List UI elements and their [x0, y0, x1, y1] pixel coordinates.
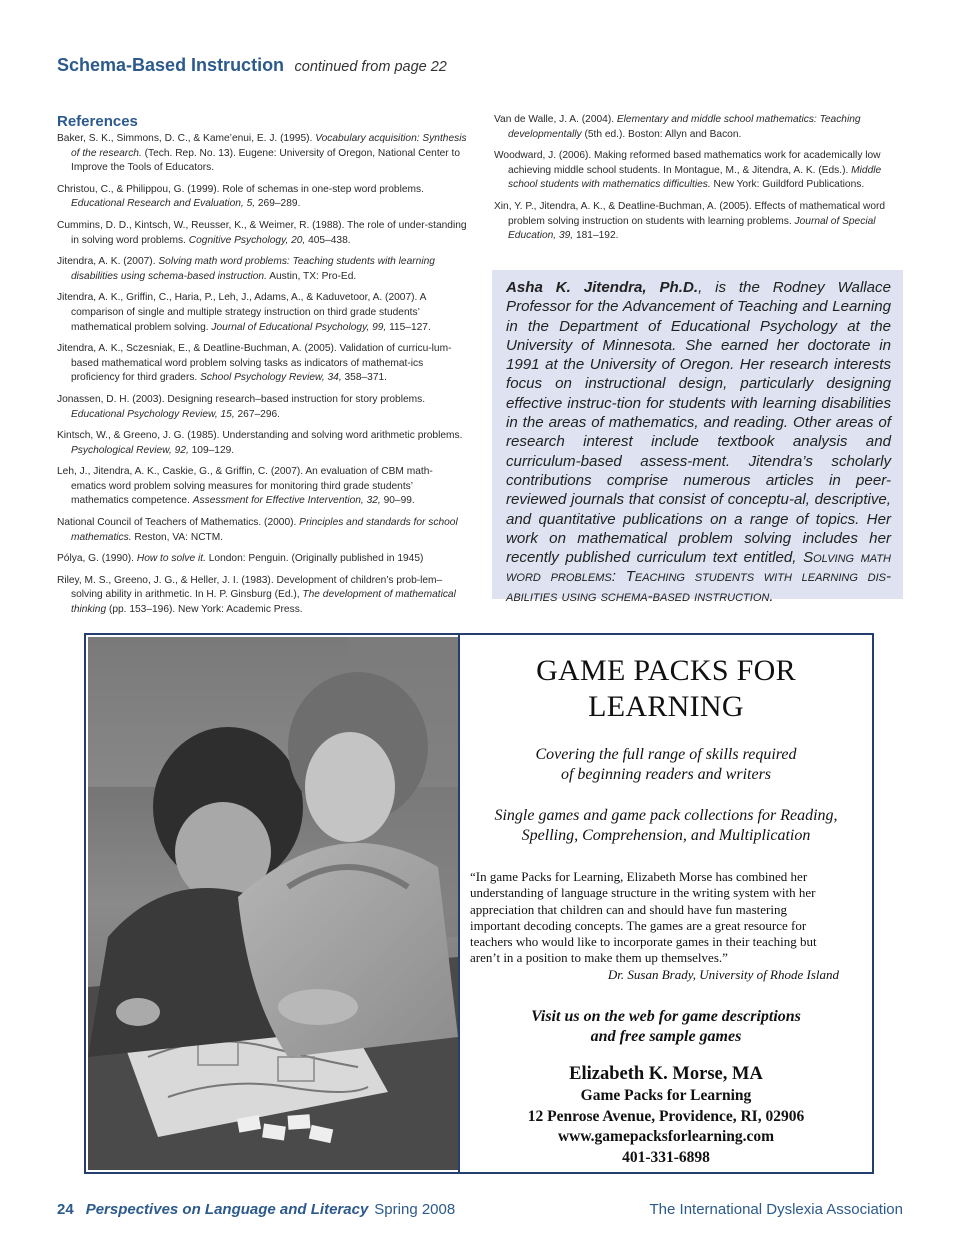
reference-entry	[57, 552, 467, 567]
book-title: Solving math word problems: Teaching students with learning dis-abilities using schema-based instruction	[506, 549, 891, 605]
reference-ital: Psychological Review, 92,	[71, 444, 189, 456]
ad-subtitle-1	[460, 745, 872, 785]
reference-ital: Journal of Educational Psychology, 99,	[211, 321, 387, 333]
testimonial-quote	[460, 869, 872, 983]
issue-season: Spring 2008	[374, 1201, 456, 1218]
reference-entry	[57, 393, 467, 422]
footer-organization: The International Dyslexia Association	[649, 1201, 903, 1218]
company-name: Game Packs for Learning	[580, 1087, 752, 1105]
ad-photo	[88, 637, 458, 1170]
reference-post: 181–192.	[573, 230, 619, 242]
reference-post: 109–129.	[188, 444, 235, 456]
reference-ital: The development of mathematical thinking	[71, 589, 456, 616]
quote-line: appreciation that children can and should have fun mastering	[470, 901, 787, 917]
reference-post: 269–289.	[255, 198, 301, 210]
author-bio-text: , is the Rodney Wallace Professor for the Advancement of Teaching and Learning in the Department of Educational Psychology at the University of Minnesota. She earned her doctorate in 1991 at the University of Oregon. Her research interests focus on instructional design, particularly designing effective instruc-tion for students with learning disabilities in the areas of mathematics, and reading. Other areas of research interest include textbook analysis and curriculum-based assess-ment. Jitendra’s scholarly contributions comprise numerous articles in peer-reviewed journals that consist of conceptu-al, descriptive, and quantitative publications on a range of topics. Her work on mathematical problem solving includes her recently published curriculum text entitled,	[506, 279, 891, 567]
quote-line: important decoding concepts. The games are a great resource for	[470, 917, 807, 933]
section-header	[57, 55, 447, 76]
contact-name: Elizabeth K. Morse, MA	[569, 1064, 763, 1085]
ad-subtitle-line: Single games and game pack collections for Reading,	[494, 807, 838, 824]
reference-post: 358–371.	[341, 372, 388, 384]
reference-ital: Assessment for Effective Intervention, 32,	[192, 495, 381, 507]
continued-note: continued from page 22	[294, 59, 447, 75]
reference-post: (pp. 153–196). New York: Academic Press.	[106, 604, 303, 616]
reference-post: 405–438.	[305, 234, 351, 246]
callout-line: Visit us on the web for game descriptions	[531, 1008, 801, 1026]
reference-pre: Woodward, J. (2006). Making reformed based mathematics work for academically low achieving middle school students. In Montague, M., & Jitendra, A. K. (Eds.).	[494, 150, 881, 176]
ad-subtitle-2	[460, 806, 872, 846]
reference-ital: Journal of Special Education, 39,	[508, 215, 876, 242]
ad-subtitle-line: Covering the full range of skills required	[535, 746, 797, 763]
reference-ital: Vocabulary acquisition: Synthesis of the research.	[71, 133, 467, 159]
reference-entry	[57, 574, 467, 618]
author-name: Asha K. Jitendra, Ph.D.	[506, 279, 699, 296]
reference-entry	[494, 149, 904, 193]
quote-line: teachers who would like to incorporate games in their teaching but	[470, 934, 817, 950]
reference-ital: Educational Research and Evaluation, 5,	[71, 198, 256, 210]
reference-pre: Riley, M. S., Greeno, J. G., & Heller, J. I. (1983). Development of children’s prob-lem–solving ability in arithmetic. In H. P. Ginsburg (Ed.),	[57, 574, 443, 601]
references-list	[57, 132, 467, 618]
reference-entry	[494, 113, 904, 142]
reference-entry	[494, 200, 904, 244]
reference-pre: Jitendra, A. K. (2007).	[57, 256, 159, 268]
reference-pre: Jitendra, A. K., Griffin, C., Haria, P., Leh, J., Adams, A., & Kaduvetoor, A. (2007). A comparison of single and multiple strategy instruction on third grade students’ mathematical problem solving.	[57, 292, 426, 333]
quote-line: aren’t in a position to make them up themselves.”	[470, 950, 728, 966]
reference-ital: Educational Psychology Review, 15,	[71, 408, 235, 420]
reference-post: (5th ed.). Boston: Allyn and Bacon.	[581, 128, 742, 140]
reference-ital: Solving math word problems: Teaching students with learning disabilities using schema-based instruction.	[71, 256, 435, 282]
photo-illustration	[88, 637, 458, 1170]
footer-left	[57, 1201, 455, 1218]
reference-ital: Elementary and middle school mathematics: Teaching developmentally	[508, 114, 861, 140]
ad-subtitle-line: of beginning readers and writers	[560, 766, 772, 783]
company-address: 12 Penrose Avenue, Providence, RI, 02906	[527, 1107, 805, 1125]
quote-line: “In game Packs for Learning, Elizabeth Morse has combined her	[470, 869, 808, 884]
reference-ital: Middle school students with mathematics difficulties.	[508, 164, 882, 191]
publication-title: Perspectives on Language and Literacy	[85, 1201, 369, 1218]
reference-pre: Pólya, G. (1990).	[57, 553, 137, 565]
reference-pre: Cummins, D. D., Kintsch, W., Reusser, K., & Weimer, R. (1988). The role of under-standing in solving word problems.	[57, 219, 467, 246]
reference-pre: Kintsch, W., & Greeno, J. G. (1985). Understanding and solving word arithmetic problems.	[57, 430, 463, 442]
reference-pre: Baker, S. K., Simmons, D. C., & Kame’enui, E. J. (1995).	[57, 133, 316, 144]
references-list	[494, 113, 904, 244]
reference-post: London: Penguin. (Originally published in 1945)	[205, 553, 424, 565]
reference-entry	[57, 255, 467, 284]
reference-entry	[57, 342, 467, 386]
reference-pre: Leh, J., Jitendra, A. K., Caskie, G., & Griffin, C. (2007). An evaluation of CBM math-ematics word problem solving measures for monitoring third grade students’ mathematics competence.	[57, 466, 433, 507]
callout-line: and free sample games	[590, 1028, 742, 1046]
reference-entry	[57, 183, 467, 212]
reference-pre: Jonassen, D. H. (2003). Designing research–based instruction for story problems.	[57, 393, 426, 405]
game-packs-advertisement	[84, 633, 874, 1174]
reference-pre: Van de Walle, J. A. (2004).	[494, 114, 617, 125]
ad-title-line: GAME PACKS FOR	[536, 654, 796, 687]
reference-post: New York: Guildford Publications.	[710, 179, 865, 191]
reference-entry	[57, 219, 467, 248]
quote-line: understanding of language structure in the writing system with her	[470, 885, 816, 901]
reference-entry	[57, 429, 467, 458]
reference-entry	[57, 516, 467, 545]
reference-post: (Tech. Rep. No. 13). Eugene: University of Oregon, National Center to Improve the Tools of Educators.	[71, 147, 461, 174]
reference-ital: Principles and standards for school mathematics.	[71, 517, 458, 543]
ad-text-panel	[460, 635, 872, 1172]
reference-ital: Cognitive Psychology, 20,	[188, 234, 306, 246]
reference-ital: How to solve it.	[136, 553, 206, 565]
reference-pre: Christou, C., & Philippou, G. (1999). Role of schemas in one-step word problems.	[57, 183, 424, 195]
reference-post: Austin, TX: Pro-Ed.	[266, 270, 357, 282]
reference-post: 267–296.	[234, 408, 280, 420]
reference-pre: Xin, Y. P., Jitendra, A. K., & Deatline-Buchman, A. (2005). Effects of mathematical word problem solving instruction on students with learning problems.	[494, 200, 886, 227]
references-heading: References	[57, 113, 138, 130]
author-bio	[506, 278, 891, 606]
company-website[interactable]: www.gamepacksforlearning.com	[557, 1128, 775, 1146]
reference-entry	[57, 132, 467, 176]
ad-subtitle-line: Spelling, Comprehension, and Multiplication	[521, 827, 811, 844]
reference-entry	[57, 291, 467, 335]
section-title: Schema-Based Instruction	[57, 55, 285, 75]
ad-title	[460, 653, 872, 725]
references-left-column	[57, 113, 467, 625]
reference-post: 90–99.	[380, 495, 415, 507]
reference-entry	[57, 465, 467, 509]
reference-pre: Jitendra, A. K., Sczesniak, E., & Deatline-Buchman, A. (2005). Validation of curricu-lum-based mathematical word problem solving tasks as indicators of mathemat-ics proficiency for third graders.	[57, 343, 452, 384]
company-phone: 401-331-6898	[622, 1148, 710, 1166]
author-bio-box	[492, 270, 903, 605]
website-callout	[460, 1007, 872, 1047]
reference-pre: National Council of Teachers of Mathematics. (2000).	[57, 517, 300, 529]
reference-post: 115–127.	[386, 321, 431, 333]
references-right-column	[494, 113, 904, 251]
bio-end: .	[769, 587, 774, 605]
page-number: 24	[57, 1201, 74, 1218]
ad-title-line: LEARNING	[588, 690, 744, 723]
reference-ital: School Psychology Review, 34,	[200, 372, 342, 384]
reference-post: Reston, VA: NCTM.	[131, 531, 224, 543]
quote-attribution: Dr. Susan Brady, University of Rhode Island	[607, 966, 839, 982]
